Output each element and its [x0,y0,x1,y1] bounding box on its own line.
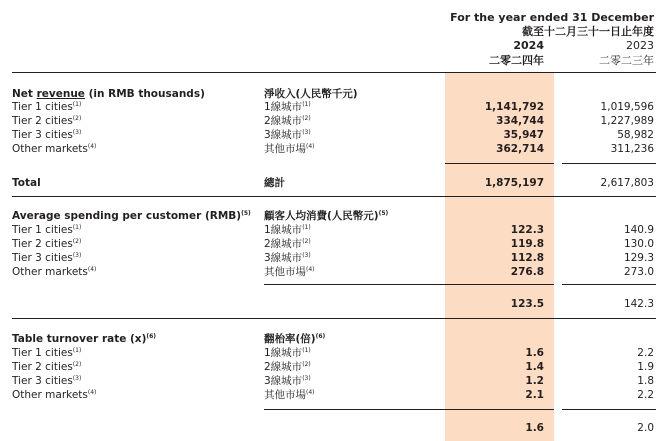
row-value-2023: 58,982 [617,129,654,141]
net-revenue-title: Net revenue (in RMB thousands) [12,88,205,100]
turnover-subtotal-rule-2024 [445,409,554,410]
row-label-zh: 3線城市$^{(3)}$ [264,252,311,264]
revenue-subtotal-rule-2023 [562,163,656,164]
avg-subtotal-rule-2023 [562,284,656,285]
row-label-en: Tier 3 cities$^{(3)}$ [12,129,82,141]
row-value-2023: 1,019,596 [600,101,654,113]
row-label-en: Tier 3 cities$^{(3)}$ [12,252,82,264]
row-label-en: Tier 3 cities$^{(3)}$ [12,375,82,387]
row-label-en: Other markets$^{(4)}$ [12,266,97,278]
avg-spending-title-zh: 顧客人均消費(人民幣元)$^{(5)}$ [264,210,389,222]
row-value-2023: 140.9 [623,224,654,236]
year-previous: 2023 [626,39,654,52]
row-value-2024: 362,714 [496,143,544,155]
row-value-2024: 1.2 [525,375,544,387]
year-current-zh: 二零二四年 [489,54,544,67]
avg-subtotal-rule-label [264,284,446,285]
year-previous-zh: 二零二三年 [599,54,654,67]
row-label-en: Other markets$^{(4)}$ [12,143,97,155]
row-value-2024: 112.8 [510,252,544,264]
row-value-2024: 1.4 [525,361,544,373]
row-label-en: Tier 1 cities$^{(1)}$ [12,101,82,113]
row-value-2023: 2.2 [637,389,654,401]
row-label-zh: 3線城市$^{(3)}$ [264,129,311,141]
row-value-2023: 129.3 [623,252,654,264]
total-label: Total [12,177,41,189]
row-label-en: Tier 1 cities$^{(1)}$ [12,224,82,236]
row-label-en: Tier 2 cities$^{(2)}$ [12,115,82,127]
turnover-subtotal-rule-2023 [562,409,656,410]
row-label-en: Tier 2 cities$^{(2)}$ [12,361,82,373]
period-heading-en: For the year ended 31 December [450,11,654,24]
row-value-2024: 334,744 [496,115,544,127]
row-value-2023: 311,236 [610,143,654,155]
turnover-overall-2024: 1.6 [525,422,544,434]
avg-spending-title: Average spending per customer (RMB)$^{(5)}$ [12,210,251,222]
row-label-zh: 2線城市$^{(2)}$ [264,361,311,373]
row-label-zh: 2線城市$^{(2)}$ [264,115,311,127]
row-value-2023: 1.9 [637,361,654,373]
row-label-zh: 其他市場$^{(4)}$ [264,266,315,278]
turnover-subtotal-rule-label [264,409,446,410]
row-value-2023: 130.0 [623,238,654,250]
total-rule [12,196,656,197]
row-label-zh: 1線城市$^{(1)}$ [264,224,311,236]
row-label-en: Tier 1 cities$^{(1)}$ [12,347,82,359]
row-label-zh: 2線城市$^{(2)}$ [264,238,311,250]
row-value-2024: 122.3 [510,224,544,236]
row-value-2024: 276.8 [510,266,544,278]
turnover-overall-2023: 2.0 [637,422,654,434]
total-2024: 1,875,197 [484,177,544,189]
turnover-title-zh: 翻枱率(倍)$^{(6)}$ [264,333,326,345]
row-value-2024: 1,141,792 [484,101,544,113]
header-rule [12,72,656,73]
row-value-2024: 35,947 [503,129,544,141]
row-label-zh: 1線城市$^{(1)}$ [264,347,311,359]
row-label-zh: 3線城市$^{(3)}$ [264,375,311,387]
net-revenue-title-zh: 淨收入(人民幣千元) [264,88,358,100]
avg-overall-2023: 142.3 [623,298,654,310]
turnover-title: Table turnover rate $(x)^{(6)}$ [12,333,157,345]
total-2023: 2,617,803 [600,177,654,189]
row-value-2023: 1,227,989 [600,115,654,127]
year-current: 2024 [513,39,544,52]
total-label-zh: 總計 [264,177,285,189]
revenue-subtotal-rule-2024 [445,163,554,164]
row-label-zh: 1線城市$^{(1)}$ [264,101,311,113]
avg-overall-rule [12,318,656,319]
row-label-en: Tier 2 cities$^{(2)}$ [12,238,82,250]
row-label-en: Other markets$^{(4)}$ [12,389,97,401]
row-value-2023: 2.2 [637,347,654,359]
row-value-2024: 119.8 [510,238,544,250]
row-value-2023: 273.0 [623,266,654,278]
row-label-zh: 其他市場$^{(4)}$ [264,389,315,401]
avg-subtotal-rule-2024 [445,284,554,285]
row-value-2024: 1.6 [525,347,544,359]
row-value-2024: 2.1 [525,389,544,401]
row-value-2023: 1.8 [637,375,654,387]
avg-overall-2024: 123.5 [510,298,544,310]
row-label-zh: 其他市場$^{(4)}$ [264,143,315,155]
period-heading-zh: 截至十二月三十一日止年度 [522,25,654,38]
